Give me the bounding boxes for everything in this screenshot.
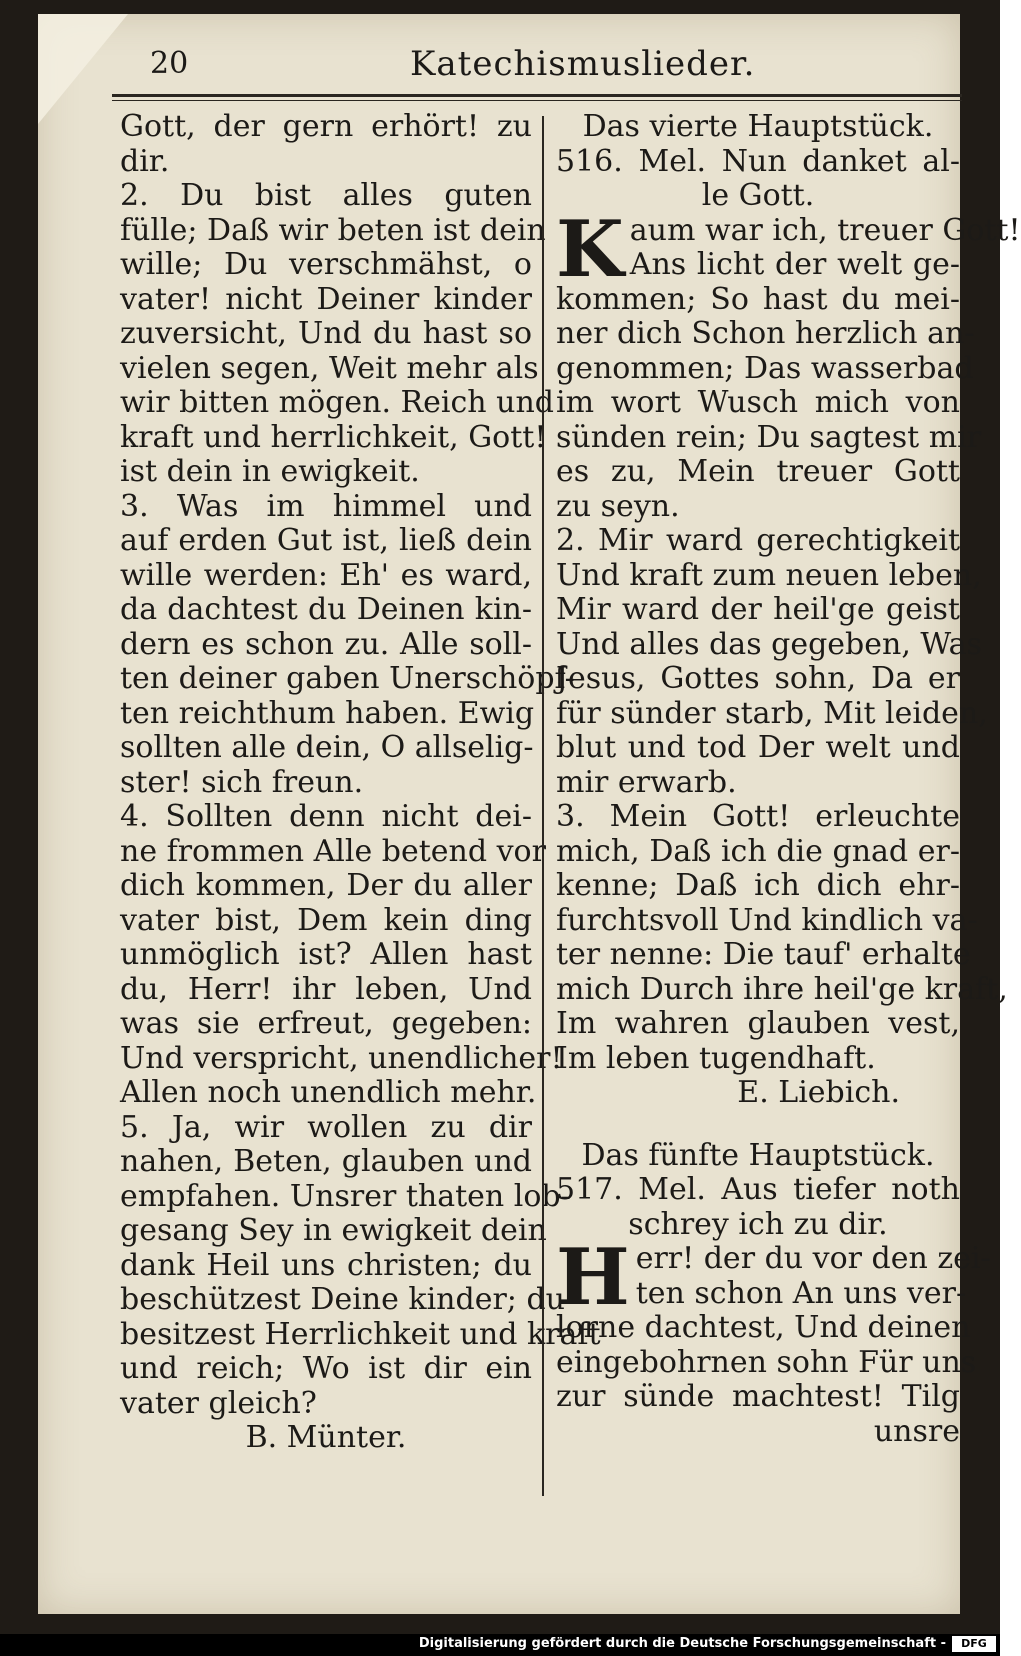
text-line: fülle; Daß wir beten ist dein — [120, 212, 546, 248]
header-rule-thin — [112, 100, 962, 101]
text-line: ten schon An uns ver- — [635, 1275, 967, 1311]
hymn-516-melody: 516. Mel. Nun danket al- — [556, 143, 960, 179]
text-line: mir erwarb. — [556, 764, 737, 800]
text-line: besitzest Herrlichkeit und kraft — [120, 1316, 601, 1352]
text-line: Und kraft zum neuen leben, — [556, 557, 982, 593]
text-line: was sie erfreut, gegeben: — [120, 1006, 532, 1041]
text-line: zur sünde machtest! Tilg — [556, 1379, 960, 1414]
text-line: wille; Du verschmähst, o — [120, 247, 532, 282]
text-line: ne frommen Alle betend vor — [120, 833, 546, 869]
text-line: ter nenne: Die tauf' erhalte — [556, 937, 971, 972]
text-line: vater! nicht Deiner kinder — [120, 281, 532, 317]
text-line: gesang Sey in ewigkeit dein — [120, 1213, 547, 1248]
hymn-author-liebich: E. Liebich. — [737, 1075, 900, 1110]
text-line: mich, Daß ich die gnad er- — [556, 833, 960, 869]
text-line: Allen noch unendlich mehr. — [120, 1075, 537, 1110]
text-line: unmöglich ist? Allen hast — [120, 937, 532, 972]
text-line: ten reichthum haben. Ewig — [120, 695, 535, 731]
text-line: nahen, Beten, glauben und — [120, 1144, 532, 1179]
hymn-516-melody-cont: le Gott. — [701, 178, 815, 213]
text-line: kraft und herrlichkeit, Gott! — [120, 419, 547, 455]
text-line: ner dich Schon herzlich an- — [556, 316, 975, 351]
text-line: Im leben tugendhaft. — [556, 1040, 876, 1076]
page-header — [110, 44, 960, 94]
text-line: aum war ich, treuer Gott! — [629, 212, 1021, 248]
text-line: vielen segen, Weit mehr als — [120, 350, 539, 386]
text-line: wir bitten mögen. Reich und — [120, 385, 554, 420]
dropcap-k: K — [556, 203, 624, 295]
text-line: kommen; So hast du mei- — [556, 281, 960, 317]
hymn-516-lines — [556, 203, 1021, 1077]
section-title-vierte: Das vierte Hauptstück. — [582, 109, 934, 144]
text-line: auf erden Gut ist, ließ dein — [120, 523, 532, 558]
text-line: furchtsvoll Und kindlich va- — [556, 902, 978, 938]
digitization-footer — [0, 1634, 1000, 1656]
footer-credit: Digitalisierung gefördert durch die Deutsche Forschungsgemeinschaft - — [418, 1636, 946, 1651]
text-line: genommen; Das wasserbad — [556, 350, 974, 386]
running-title: Katechismuslieder. — [410, 44, 756, 84]
text-line: 5. Ja, wir wollen zu dir — [120, 1109, 532, 1145]
text-line: Jesus, Gottes sohn, Da er — [556, 661, 960, 696]
text-line: sünden rein; Du sagtest mir — [556, 419, 982, 455]
text-line: du, Herr! ihr leben, Und — [120, 971, 532, 1007]
column-divider — [542, 116, 544, 1496]
left-column — [120, 109, 601, 1456]
text-line: wille werden: Eh' es ward, — [120, 557, 532, 593]
text-line: 4. Sollten denn nicht dei- — [120, 799, 532, 834]
text-line: Ans licht der welt ge- — [629, 247, 960, 282]
text-line: 2. Mir ward gerechtigkeit — [556, 523, 960, 558]
page-number: 20 — [150, 46, 189, 81]
text-line: unsre — [873, 1413, 960, 1449]
text-line: vater gleich? — [120, 1385, 317, 1421]
header-rule — [112, 94, 962, 97]
hymn-517-melody-cont: schrey ich zu dir. — [628, 1206, 888, 1242]
text-line: dern es schon zu. Alle soll- — [120, 626, 532, 662]
text-line: 3. Mein Gott! erleuchte — [556, 799, 960, 834]
text-line: dir. — [120, 143, 170, 179]
hymn-517-melody: 517. Mel. Aus tiefer noth — [556, 1172, 960, 1207]
text-line: ten deiner gaben Unerschöpf- — [120, 661, 575, 696]
text-line: und reich; Wo ist dir ein — [120, 1351, 532, 1386]
text-line: lorne dachtest, Und deinen — [556, 1310, 971, 1345]
text-line: kenne; Daß ich dich ehr- — [556, 868, 960, 903]
section-title-fuenfte: Das fünfte Hauptstück. — [581, 1137, 935, 1173]
text-line: Und alles das gegeben, Was — [556, 626, 982, 662]
text-line: für sünder starb, Mit leiden, — [556, 695, 988, 731]
dropcap-h: H — [556, 1232, 630, 1323]
text-line: empfahen. Unsrer thaten lob- — [120, 1178, 571, 1214]
text-line: Und verspricht, unendlicher! — [120, 1040, 563, 1076]
right-column — [556, 109, 1021, 1449]
text-line: beschützest Deine kinder; du — [120, 1282, 565, 1317]
text-line: 3. Was im himmel und — [120, 488, 532, 524]
text-line: blut und tod Der welt und — [556, 730, 960, 765]
text-line: Im wahren glauben vest, — [556, 1006, 960, 1041]
text-line: Gott, der gern erhört! zu — [120, 109, 532, 144]
hymn-516-text — [556, 203, 1021, 1077]
hymn-517-text — [556, 1232, 991, 1449]
text-line: zuversicht, Und du hast so — [120, 316, 532, 351]
text-line: im wort Wusch mich von — [556, 385, 960, 420]
text-line: da dachtest du Deinen kin- — [120, 592, 532, 627]
dfg-logo: DFG — [952, 1636, 996, 1652]
text-line: err! der du vor den zei- — [635, 1241, 991, 1276]
section-gap — [556, 1111, 960, 1139]
text-line: mich Durch ihre heil'ge kraft, — [556, 971, 1008, 1007]
text-line: ist dein in ewigkeit. — [120, 454, 420, 489]
text-line: zu seyn. — [556, 488, 680, 524]
text-line: vater bist, Dem kein ding — [120, 902, 532, 938]
hymn-author-muenter: B. Münter. — [245, 1420, 407, 1455]
text-line: 2. Du bist alles guten — [120, 178, 532, 213]
text-line: es zu, Mein treuer Gott — [556, 454, 960, 489]
left-column-text — [120, 109, 601, 1421]
text-line: dank Heil uns christen; du — [120, 1247, 532, 1283]
text-line: Mir ward der heil'ge geist — [556, 592, 960, 627]
text-line: dich kommen, Der du aller — [120, 868, 532, 903]
text-line: eingebohrnen sohn Für uns — [556, 1344, 977, 1380]
text-line: ster! sich freun. — [120, 764, 364, 800]
text-line: sollten alle dein, O allselig- — [120, 730, 534, 765]
